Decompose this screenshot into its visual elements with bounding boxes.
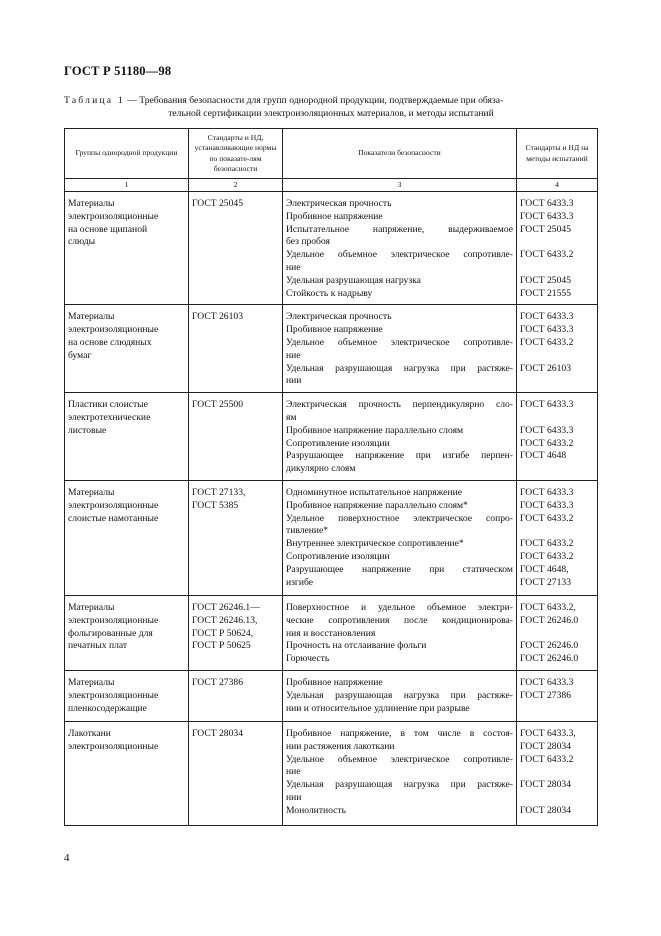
group-line: фольгированные для xyxy=(68,627,153,639)
indicator-line: нии растяжения лакоткани xyxy=(286,740,395,752)
indicator-line: Пробивное напряжение параллельно слоям* xyxy=(286,499,468,511)
group-line: печатных плат xyxy=(68,640,128,652)
standards-cell xyxy=(189,305,283,393)
indicator-line: нии и относительное удлинение при разрыве xyxy=(286,702,470,714)
indicator-line: Удельное поверхностное электрическое сопро- xyxy=(286,512,513,524)
standards-cell xyxy=(189,192,283,305)
indicator-line: изгибе xyxy=(286,576,314,588)
group-line: электроизоляционные xyxy=(68,210,159,222)
indicator-line: нии xyxy=(286,375,302,387)
test-method-line xyxy=(520,463,594,476)
product-group-cell xyxy=(65,721,189,825)
test-method-line: ГОСТ 6433.3 xyxy=(520,499,574,511)
group-line: на основе слюдяных xyxy=(68,336,152,348)
indicator-line: Удельное объемное электрическое сопротивле- xyxy=(286,336,513,348)
indicator-line: Электрическая прочность xyxy=(286,311,392,323)
safety-indicators-cell xyxy=(283,192,517,305)
test-methods-cell xyxy=(517,670,598,721)
standard-line: ГОСТ 26103 xyxy=(192,311,243,323)
group-line: слоистые намотанные xyxy=(68,512,159,524)
group-line: Лакоткани xyxy=(68,727,111,739)
indicator-line: Разрушающее напряжение при изгибе перпен- xyxy=(286,450,513,462)
standard-line: ГОСТ 25500 xyxy=(192,399,243,411)
standard-line: ГОСТ 27386 xyxy=(192,676,243,688)
test-method-line: ГОСТ 6433.3 xyxy=(520,399,574,411)
test-methods-cell xyxy=(517,192,598,305)
test-method-line: ГОСТ 6433.3 xyxy=(520,424,574,436)
test-method-line: ГОСТ 6433.2 xyxy=(520,512,574,524)
indicator-line: Пробивное напряжение параллельно слоям xyxy=(286,424,464,436)
document-header: ГОСТ Р 51180—98 xyxy=(64,64,172,78)
table-row xyxy=(65,305,598,393)
group-line: Материалы xyxy=(68,198,115,209)
standard-line: ГОСТ Р 50624, xyxy=(192,627,254,639)
test-methods-cell xyxy=(517,393,598,481)
group-line: бумаг xyxy=(68,349,92,361)
test-methods-cell xyxy=(517,721,598,825)
indicator-line: Одноминутное испытательное напряжение xyxy=(286,486,462,498)
indicator-line: Горючесть xyxy=(286,653,330,665)
standards-cell xyxy=(189,670,283,721)
product-group-cell xyxy=(65,480,189,595)
test-method-line xyxy=(520,350,594,363)
test-methods-cell xyxy=(517,480,598,595)
product-group-cell xyxy=(65,305,189,393)
test-method-line: ГОСТ 6433.2 xyxy=(520,753,574,765)
indicator-line: ние xyxy=(286,349,301,361)
table-row xyxy=(65,192,598,305)
test-method-line: ГОСТ 27386 xyxy=(520,689,571,701)
group-line: Материалы xyxy=(68,676,115,688)
group-line: слюды xyxy=(68,236,96,248)
test-method-line: ГОСТ 26246.0 xyxy=(520,653,579,665)
header-col-2: Стандарты и НД, устанавливающие нормы по показате-лям безопасности xyxy=(189,129,283,179)
group-line: электроизоляционные xyxy=(68,614,159,626)
test-method-line: ГОСТ 6433.2 xyxy=(520,336,574,348)
indicator-line: Удельная разрушающая нагрузка xyxy=(286,274,421,286)
table-row xyxy=(65,393,598,481)
test-method-line: ГОСТ 6433.2 xyxy=(520,437,574,449)
safety-indicators-cell xyxy=(283,480,517,595)
test-method-line: ГОСТ 6433.3 xyxy=(520,198,574,209)
test-method-line xyxy=(520,262,594,275)
product-group-cell xyxy=(65,670,189,721)
indicator-line: Электрическая прочность xyxy=(286,198,392,209)
table-caption xyxy=(64,95,598,120)
group-line: электроизоляционные xyxy=(68,740,159,752)
group-line: Материалы xyxy=(68,311,115,323)
col-number: 1 xyxy=(65,179,189,192)
header-col-4: Стандарты и НД на методы испытаний xyxy=(517,129,598,179)
indicator-line: Сопротивление изоляции xyxy=(286,550,390,562)
column-number-row xyxy=(65,179,598,192)
indicator-line: ние xyxy=(286,766,301,778)
indicator-line: Монолитность xyxy=(286,804,347,816)
test-method-line: ГОСТ 6433.3 xyxy=(520,486,574,498)
page-number: 4 xyxy=(64,852,70,864)
test-method-line: ГОСТ 6433.2 xyxy=(520,550,574,562)
indicator-line: Внутреннее электрическое сопротивление* xyxy=(286,538,464,550)
test-methods-cell xyxy=(517,305,598,393)
test-method-line: ГОСТ 6433.2 xyxy=(520,538,574,550)
indicator-line: ям xyxy=(286,411,297,423)
group-line: электроизоляционные xyxy=(68,499,159,511)
indicator-line: Стойкость к надрыву xyxy=(286,287,373,299)
safety-indicators-cell xyxy=(283,670,517,721)
test-method-line: ГОСТ 6433.3 xyxy=(520,324,574,336)
standard-line: ГОСТ 25045 xyxy=(192,198,243,209)
indicator-line: Разрушающее напряжение при статическом xyxy=(286,563,513,575)
indicator-line: Поверхностное и удельное объемное электри- xyxy=(286,601,513,613)
indicator-line: Сопротивление изоляции xyxy=(286,437,390,449)
safety-indicators-cell xyxy=(283,721,517,825)
indicator-line: ние xyxy=(286,261,301,273)
product-group-cell xyxy=(65,393,189,481)
caption-text-line1: — Требования безопасности для групп однородной продукции, подтверждаемые при обяза- xyxy=(124,95,504,106)
standards-cell xyxy=(189,721,283,825)
test-method-line: ГОСТ 6433.3 xyxy=(520,676,574,688)
test-method-line: ГОСТ 27133 xyxy=(520,576,571,588)
test-method-line: ГОСТ 6433.3 xyxy=(520,210,574,222)
safety-indicators-cell xyxy=(283,305,517,393)
indicator-line: ческие сопротивления после кондиционирова- xyxy=(286,614,513,626)
standard-line: ГОСТ 26246.1— xyxy=(192,601,260,613)
test-method-line: ГОСТ 21555 xyxy=(520,287,571,299)
safety-requirements-table xyxy=(64,128,598,826)
test-method-line: ГОСТ 28034 xyxy=(520,804,571,816)
group-line: Пластики слоистые xyxy=(68,399,148,411)
col-number: 4 xyxy=(517,179,598,192)
product-group-cell xyxy=(65,192,189,305)
test-method-line xyxy=(520,628,594,641)
group-line: Материалы xyxy=(68,486,115,498)
group-line: пленкосодержащие xyxy=(68,702,147,714)
indicator-line: Прочность на отслаивание фольги xyxy=(286,640,427,652)
indicator-line: Пробивное напряжение, в том числе в состоя- xyxy=(286,727,513,739)
indicator-line: дикулярно слоям xyxy=(286,463,356,475)
safety-indicators-cell xyxy=(283,393,517,481)
test-method-line xyxy=(520,375,594,388)
group-line: листовые xyxy=(68,424,107,436)
standard-line: ГОСТ 26246.13, xyxy=(192,614,258,626)
col-number: 3 xyxy=(283,179,517,192)
table-row xyxy=(65,721,598,825)
group-line: Материалы xyxy=(68,601,115,613)
standards-cell xyxy=(189,480,283,595)
test-method-line xyxy=(520,525,594,538)
group-line: электроизоляционные xyxy=(68,324,159,336)
indicator-line: Удельное объемное электрическое сопротивле- xyxy=(286,249,513,261)
standard-line: ГОСТ 28034 xyxy=(192,727,243,739)
standard-line: ГОСТ Р 50625 xyxy=(192,640,251,652)
table-row xyxy=(65,480,598,595)
test-method-line: ГОСТ 25045 xyxy=(520,223,571,235)
indicator-line: Пробивное напряжение xyxy=(286,676,383,688)
col-number: 2 xyxy=(189,179,283,192)
table-header-row xyxy=(65,129,598,179)
standards-cell xyxy=(189,595,283,670)
table-row xyxy=(65,595,598,670)
test-methods-cell xyxy=(517,595,598,670)
indicator-line: Пробивное напряжение xyxy=(286,210,383,222)
header-col-3: Показатели безопасности xyxy=(283,129,517,179)
test-method-line: ГОСТ 6433.2 xyxy=(520,249,574,261)
product-group-cell xyxy=(65,595,189,670)
group-line: электроизоляционные xyxy=(68,689,159,701)
indicator-line: Удельная разрушающая нагрузка при растяже- xyxy=(286,779,513,791)
standards-cell xyxy=(189,393,283,481)
test-method-line: ГОСТ 28034 xyxy=(520,740,571,752)
caption-text-line2: тельной сертификации электроизоляционных материалов, и методы испытаний xyxy=(168,107,494,119)
safety-indicators-cell xyxy=(283,595,517,670)
indicator-line: Электрическая прочность перпендикулярно сло- xyxy=(286,399,513,411)
caption-label: Таблица 1 xyxy=(64,95,125,106)
table-row xyxy=(65,670,598,721)
indicator-line: Удельная разрушающая нагрузка при растяже- xyxy=(286,689,513,701)
indicator-line: без пробоя xyxy=(286,236,330,248)
test-method-line: ГОСТ 28034 xyxy=(520,779,571,791)
test-method-line xyxy=(520,703,594,716)
test-method-line: ГОСТ 4648 xyxy=(520,450,567,462)
test-method-line xyxy=(520,792,594,805)
indicator-line: Пробивное напряжение xyxy=(286,324,383,336)
indicator-line: Испытательное напряжение, выдерживаемое xyxy=(286,223,513,235)
test-method-line: ГОСТ 26246.0 xyxy=(520,614,579,626)
indicator-line: Удельная разрушающая нагрузка при растяже- xyxy=(286,362,513,374)
test-method-line: ГОСТ 6433.3, xyxy=(520,727,576,739)
test-method-line: ГОСТ 26246.0 xyxy=(520,640,579,652)
standard-line: ГОСТ 5385 xyxy=(192,499,239,511)
test-method-line xyxy=(520,236,594,249)
test-method-line xyxy=(520,412,594,425)
group-line: электротехнические xyxy=(68,411,151,423)
test-method-line xyxy=(520,766,594,779)
indicator-line: ния и восстановления xyxy=(286,627,376,639)
standard-line: ГОСТ 27133, xyxy=(192,486,246,498)
test-method-line: ГОСТ 4648, xyxy=(520,563,569,575)
indicator-line: нии xyxy=(286,791,302,803)
test-method-line: ГОСТ 26103 xyxy=(520,362,571,374)
group-line: на основе щипаной xyxy=(68,223,148,235)
indicator-line: тивление* xyxy=(286,525,329,537)
test-method-line: ГОСТ 6433.3 xyxy=(520,311,574,323)
test-method-line: ГОСТ 6433.2, xyxy=(520,601,576,613)
indicator-line: Удельное объемное электрическое сопротивле- xyxy=(286,753,513,765)
header-col-1: Группы однородной продукции xyxy=(65,129,189,179)
test-method-line: ГОСТ 25045 xyxy=(520,274,571,286)
